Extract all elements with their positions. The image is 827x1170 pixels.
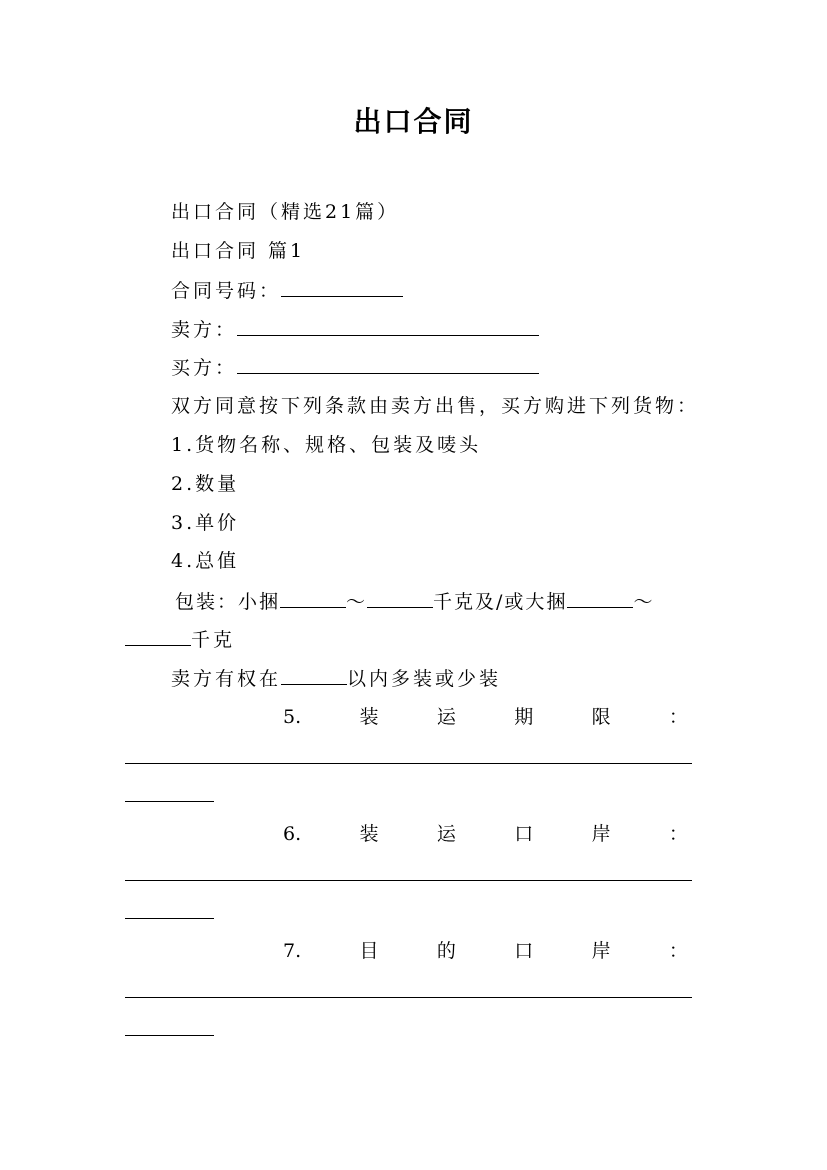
item-1: 1.货物名称、规格、包装及唛头 bbox=[171, 434, 482, 456]
item-6-blank-line-2[interactable] bbox=[125, 918, 214, 919]
item-5-char-3: 期 bbox=[514, 706, 534, 728]
seller-line bbox=[171, 317, 539, 342]
packing-blank-3[interactable] bbox=[567, 589, 633, 608]
seller-label: 卖方： bbox=[171, 319, 238, 341]
seller-blank[interactable] bbox=[237, 317, 539, 336]
packing-unit: 千克 bbox=[191, 629, 236, 651]
packing-line bbox=[175, 589, 654, 614]
seller-right-blank[interactable] bbox=[281, 666, 347, 685]
item-7-blank-line-1[interactable] bbox=[125, 997, 692, 998]
item-5-char-2: 运 bbox=[436, 706, 456, 728]
item-5-char-4: 限 bbox=[591, 706, 611, 728]
contract-number-label: 合同号码： bbox=[171, 280, 282, 302]
item-5-number: 5. bbox=[283, 706, 302, 728]
item-6-char-3: 口 bbox=[514, 823, 534, 845]
item-2: 2.数量 bbox=[171, 473, 240, 495]
packing-blank-2[interactable] bbox=[367, 589, 433, 608]
buyer-label: 买方： bbox=[171, 357, 238, 379]
item-6-char-4: 岸 bbox=[591, 823, 611, 845]
packing-blank-4[interactable] bbox=[125, 627, 191, 646]
item-6-char-1: 装 bbox=[359, 823, 379, 845]
seller-right-text-b: 以内多装或少装 bbox=[347, 668, 502, 690]
item-5-label bbox=[283, 705, 688, 729]
item-5-blank-line-1[interactable] bbox=[125, 763, 692, 764]
contract-number-line bbox=[171, 278, 403, 303]
item-7-number: 7. bbox=[283, 940, 302, 962]
item-5-colon: ： bbox=[668, 706, 688, 728]
seller-right-line bbox=[171, 666, 501, 691]
intro-paragraph: 双方同意按下列条款由卖方出售，买方购进下列货物： bbox=[171, 395, 700, 417]
packing-text-b: 千克及/或大捆 bbox=[433, 591, 568, 613]
item-7-label bbox=[283, 939, 688, 963]
seller-right-text-a: 卖方有权在 bbox=[171, 668, 282, 690]
item-7-char-1: 目 bbox=[359, 940, 379, 962]
item-4: 4.总值 bbox=[171, 550, 240, 572]
subtitle: 出口合同（精选21篇） bbox=[171, 201, 400, 223]
item-7-char-4: 岸 bbox=[591, 940, 611, 962]
item-6-number: 6. bbox=[283, 823, 302, 845]
buyer-line bbox=[171, 355, 539, 380]
packing-label: 包装：小捆 bbox=[175, 591, 281, 613]
item-7-char-3: 口 bbox=[514, 940, 534, 962]
packing-line-cont bbox=[125, 627, 235, 652]
part-heading: 出口合同 篇1 bbox=[171, 240, 306, 262]
item-5-char-1: 装 bbox=[359, 706, 379, 728]
item-5-blank-line-2[interactable] bbox=[125, 801, 214, 802]
packing-blank-1[interactable] bbox=[280, 589, 346, 608]
item-6-blank-line-1[interactable] bbox=[125, 880, 692, 881]
packing-tilde-2: ～ bbox=[633, 591, 655, 613]
page-title: 出口合同 bbox=[353, 105, 474, 138]
contract-number-blank[interactable] bbox=[281, 278, 403, 297]
item-7-char-2: 的 bbox=[436, 940, 456, 962]
item-7-blank-line-2[interactable] bbox=[125, 1035, 214, 1036]
item-6-label bbox=[283, 822, 688, 846]
buyer-blank[interactable] bbox=[237, 355, 539, 374]
item-6-colon: ： bbox=[668, 823, 688, 845]
packing-tilde-1: ～ bbox=[346, 591, 368, 613]
item-3: 3.单价 bbox=[171, 512, 240, 534]
item-7-colon: ： bbox=[668, 940, 688, 962]
item-6-char-2: 运 bbox=[436, 823, 456, 845]
